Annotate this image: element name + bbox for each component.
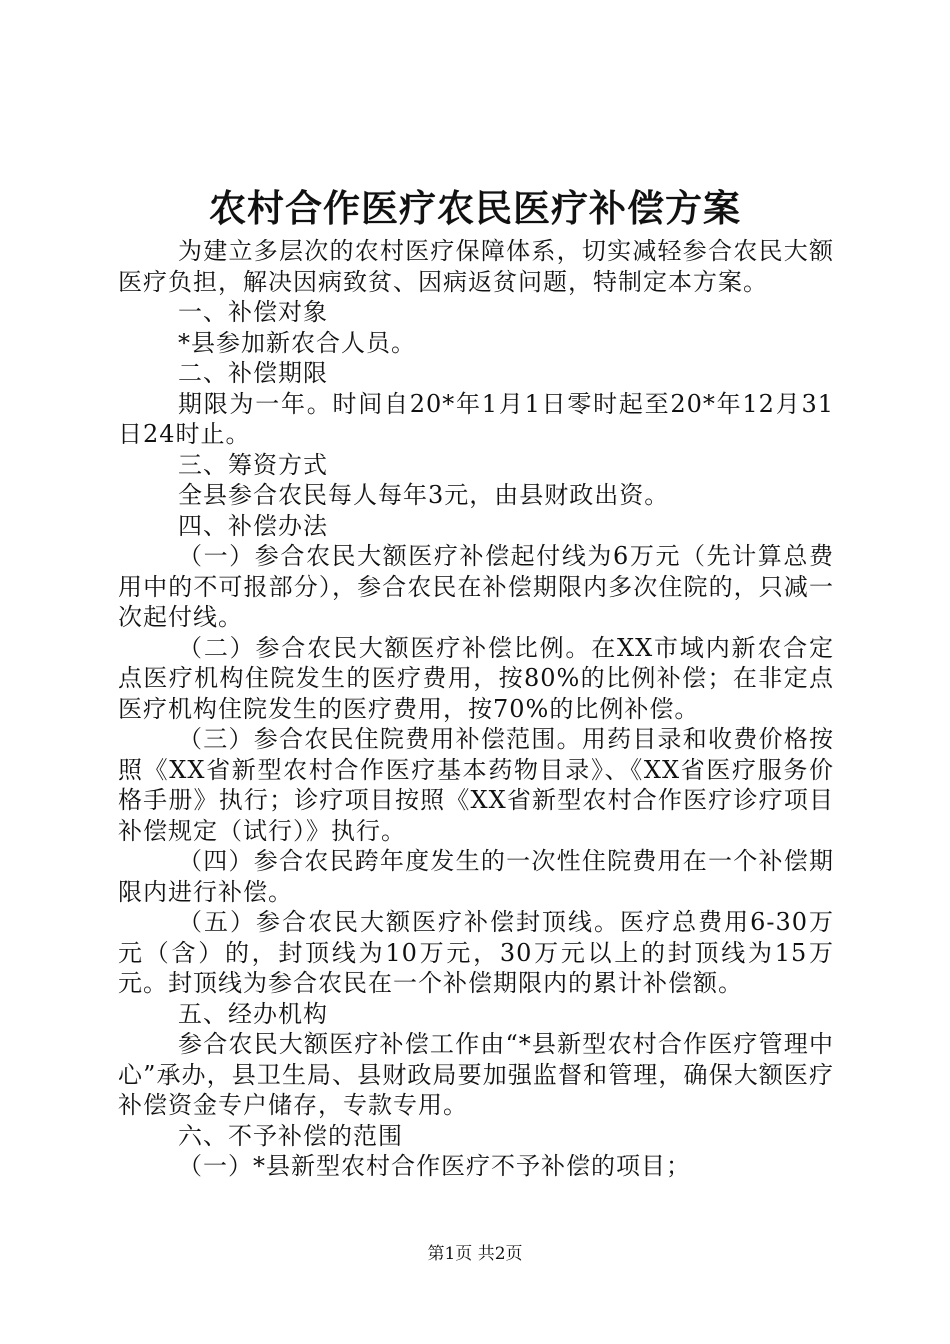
section-3-text: 全县参合农民每人每年3元，由县财政出资。 <box>178 481 670 509</box>
section-4-item-5: （五）参合农民大额医疗补偿封顶线。医疗总费用6-30万元（含）的，封顶线为10万元，30万元以上的封顶线为15万元。封顶线为参合农民在一个补偿期限内的累计补偿额。 <box>118 908 834 997</box>
document-body <box>118 236 834 1182</box>
section-heading-3: 三、筹资方式 <box>178 450 328 479</box>
page-footer: 第1页 共2页 <box>427 1244 523 1264</box>
intro-paragraph: 为建立多层次的农村医疗保障体系，切实减轻参合农民大额医疗负担，解决因病致贫、因病返贫问题，特制定本方案。 <box>118 237 834 296</box>
section-heading-5: 五、经办机构 <box>178 999 328 1028</box>
section-4-item-2: （二）参合农民大额医疗补偿比例。在XX市域内新农合定点医疗机构住院发生的医疗费用，按80%的比例补偿；在非定点医疗机构住院发生的医疗费用，按70%的比例补偿。 <box>118 633 834 723</box>
section-heading-6: 六、不予补偿的范围 <box>178 1121 403 1150</box>
section-5-text: 参合农民大额医疗补偿工作由“*县新型农村合作医疗管理中心”承办，县卫生局、县财政局要加强监督和管理，确保大额医疗补偿资金专户储存，专款专用。 <box>118 1030 834 1119</box>
section-1-text: *县参加新农合人员。 <box>178 328 416 357</box>
document-title: 农村合作医疗农民医疗补偿方案 <box>209 186 741 230</box>
section-4-item-3: （三）参合农民住院费用补偿范围。用药目录和收费价格按照《XX省新型农村合作医疗基本药物目录》、《XX省医疗服务价格手册》执行；诊疗项目按照《XX省新型农村合作医疗诊疗项目补偿规定（试行）》执行。 <box>118 725 834 845</box>
section-4-item-4: （四）参合农民跨年度发生的一次性住院费用在一个补偿期限内进行补偿。 <box>118 847 834 906</box>
section-heading-4: 四、补偿办法 <box>178 511 328 540</box>
section-6-item-1: （一）*县新型农村合作医疗不予补偿的项目； <box>178 1152 691 1180</box>
section-4-item-1: （一）参合农民大额医疗补偿起付线为6万元（先计算总费用中的不可报部分），参合农民在补偿期限内多次住院的，只减一次起付线。 <box>118 542 834 631</box>
section-heading-2: 二、补偿期限 <box>178 359 328 387</box>
section-2-text: 期限为一年。时间自20*年1月1日零时起至20*年12月31日24时止。 <box>118 389 834 448</box>
section-heading-1: 一、补偿对象 <box>178 298 328 326</box>
